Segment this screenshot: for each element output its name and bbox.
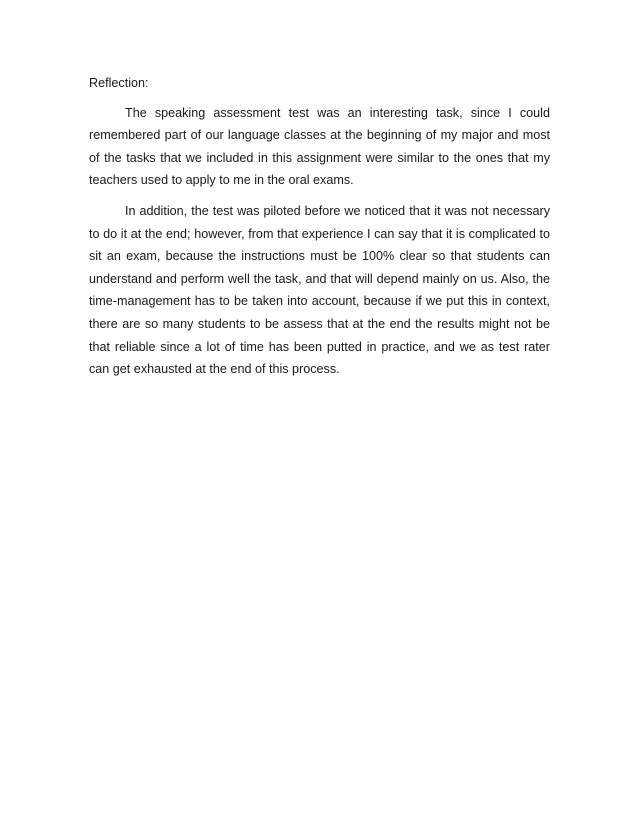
document-body [89, 72, 550, 389]
reflection-heading: Reflection: [89, 76, 149, 90]
paragraph-1: The speaking assessment test was an interesting task, since I could remembered part of our language classes at the beginning of my major and most of the tasks that we included in this assignment were similar to the ones that my teachers used to apply to me in the oral exams. [89, 105, 550, 188]
paragraph-2: In addition, the test was piloted before we noticed that it was not necessary to do it at the end; however, from that experience I can say that it is complicated to sit an exam, because the instructions must be 100% clear so that students can understand and perform well the task, and that will depend mainly on us. Also, the time-management has to be taken into account, because if we put this in context, there are so many students to be assess that at the end the results might not be that reliable since a lot of time has been putted in practice, and we as test rater can get exhausted at the end of this process. [89, 203, 550, 377]
